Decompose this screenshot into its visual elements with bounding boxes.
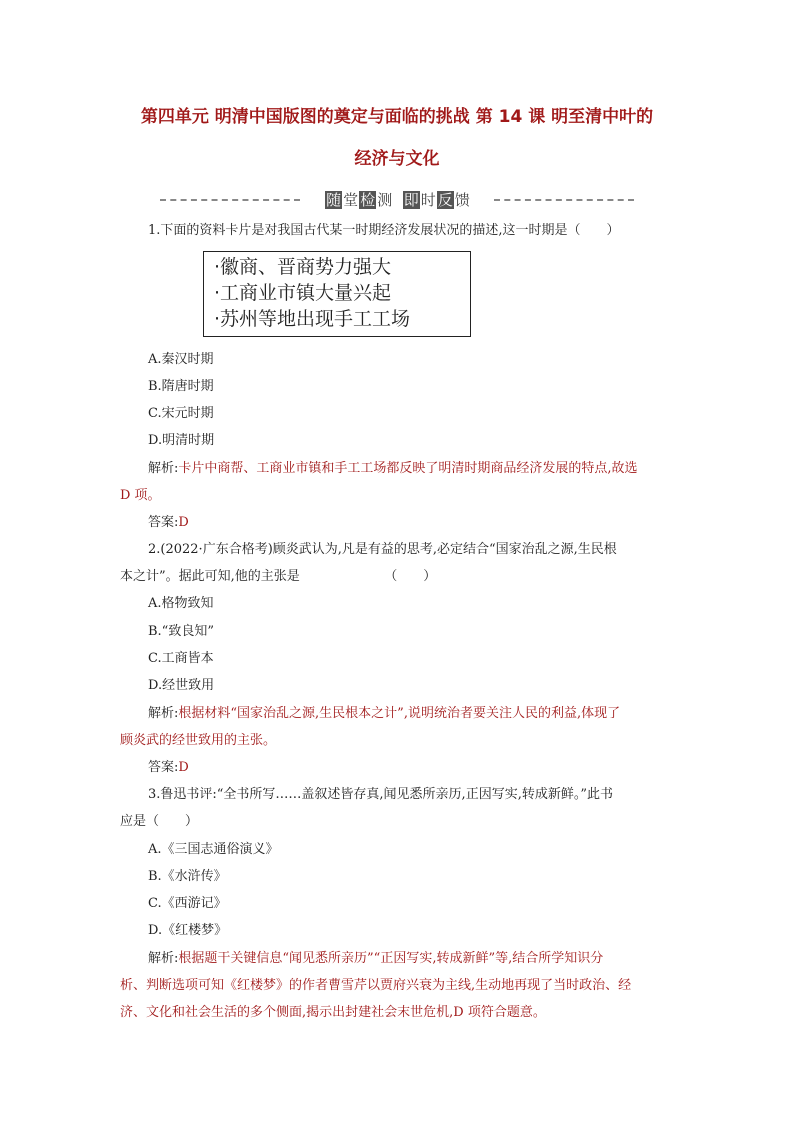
analysis-text: 卡片中商帮、工商业市镇和手工工场都反映了明清时期商品经济发展的特点,故选 [178, 461, 638, 476]
q3-analysis-cont: 析、判断选项可知《红楼梦》的作者曹雪芹以贾府兴衰为主线,生动地再现了当时政治、经 [120, 978, 632, 993]
card-line: ·工商业市镇大量兴起 [214, 282, 392, 304]
answer-value: D [178, 760, 189, 775]
section-banner [160, 188, 634, 212]
analysis-text: 根据题干关键信息“闻见悉所亲历”“正因写实,转成新鲜”等,结合所学知识分 [178, 951, 604, 966]
answer-label: 答案: [148, 760, 179, 775]
q2-option-c: C.工商皆本 [148, 651, 214, 666]
answer-label: 答案: [148, 515, 179, 530]
q1-analysis [148, 455, 708, 482]
page-title-line2: 经济与文化 [354, 149, 440, 169]
q1-option-c: C.宋元时期 [148, 406, 214, 421]
q1-option-a: A.秦汉时期 [148, 352, 214, 367]
page-title-line1: 第四单元 明清中国版图的奠定与面临的挑战 第 14 课 明至清中叶的 [140, 107, 654, 127]
banner-char: 馈 [454, 191, 470, 209]
banner-char: 检 [360, 191, 376, 209]
answer-value: D [178, 515, 189, 530]
q3-analysis-cont2: 济、文化和社会生活的多个侧面,揭示出封建社会末世危机,D 项符合题意。 [120, 1005, 546, 1020]
q3-option-a: A.《三国志通俗演义》 [148, 842, 279, 857]
q3-analysis [148, 945, 708, 972]
q1-stem: 1.下面的资料卡片是对我国古代某一时期经济发展状况的描述,这一时期是（ ） [148, 223, 620, 238]
banner-char: 随 [326, 191, 342, 209]
q2-stem-cont: 本之计”。据此可知,他的主张是 （ ） [120, 569, 437, 584]
card-line: ·苏州等地出现手工工场 [214, 308, 411, 330]
q2-analysis [148, 700, 708, 727]
q2-analysis-cont: 顾炎武的经世致用的主张。 [120, 733, 277, 748]
banner-char: 反 [437, 191, 453, 209]
analysis-text: 根据材料“国家治乱之源,生民根本之计”,说明统治者要关注人民的利益,体现了 [178, 706, 621, 721]
q1-analysis-cont: D 项。 [120, 488, 161, 503]
q2-option-d: D.经世致用 [148, 678, 215, 693]
banner-rule-left [160, 199, 300, 201]
banner-char: 即 [403, 191, 419, 209]
q2-option-b: B.“致良知” [148, 624, 214, 639]
q2-answer [148, 754, 708, 781]
q3-option-d: D.《红楼梦》 [148, 923, 228, 938]
banner-rule-right [494, 199, 634, 201]
q2-option-a: A.格物致知 [148, 596, 214, 611]
banner-text [310, 188, 484, 212]
banner-char: 测 [377, 191, 393, 209]
q3-stem-cont: 应是（ ） [120, 814, 199, 829]
card-line: ·徽商、晋商势力强大 [214, 256, 392, 278]
banner-char: 堂 [343, 191, 359, 209]
q2-stem: 2.(2022·广东合格考)顾炎武认为,凡是有益的思考,必定结合“国家治乱之源,生民根 [148, 542, 617, 557]
analysis-label: 解析: [148, 951, 179, 966]
q1-option-b: B.隋唐时期 [148, 379, 214, 394]
q1-option-d: D.明清时期 [148, 433, 215, 448]
q1-info-card [203, 251, 471, 337]
q3-option-b: B.《水浒传》 [148, 869, 227, 884]
analysis-label: 解析: [148, 706, 179, 721]
q1-answer [148, 509, 708, 536]
q3-option-c: C.《西游记》 [148, 896, 227, 911]
banner-char: 时 [420, 191, 436, 209]
analysis-label: 解析: [148, 461, 179, 476]
q3-stem: 3.鲁迅书评:“全书所写……盖叙述皆存真,闻见悉所亲历,正因写实,转成新鲜。”此书 [148, 787, 613, 802]
